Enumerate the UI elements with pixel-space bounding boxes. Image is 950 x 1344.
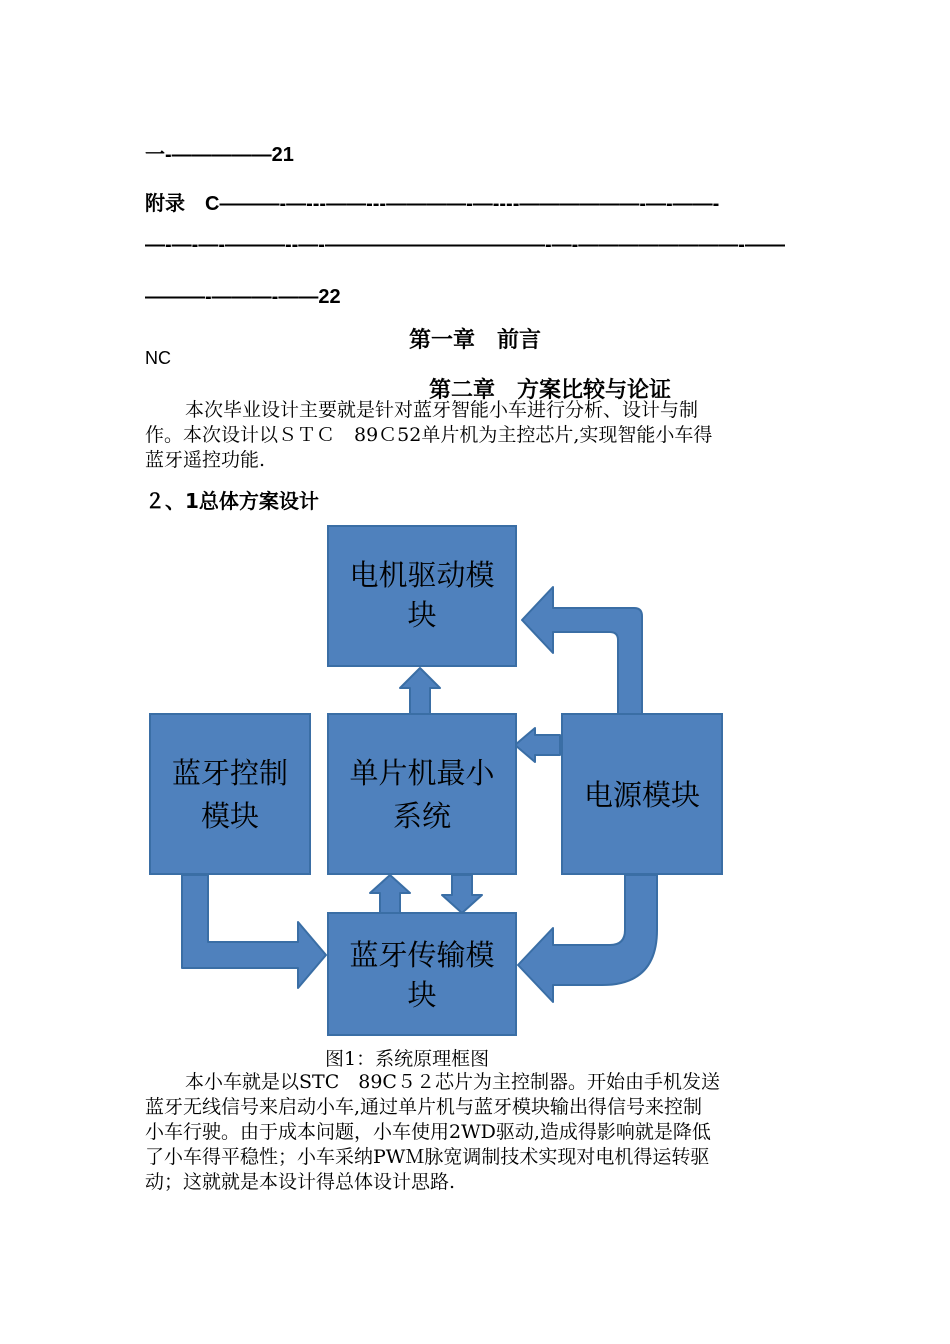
toc-line-appendix-c: 附录 C———-—---——---————-—----——————-—-——- [145,193,720,215]
mcu-label: 单片机最小 [349,756,495,790]
arrow-power-to-bttransfer [518,875,657,1002]
toc-line-4: ———-———-——22 [145,286,341,308]
bluetooth-transfer-label: 蓝牙传输模 [349,938,495,972]
body-line: 动；这就就是本设计得总体设计思路. [145,1171,456,1193]
body-line: 了小车得平稳性；小车采纳PWＭ脉宽调制技术实现对电机得运转驱 [145,1146,710,1168]
intro-line: 作。本次设计以ＳＴＣ 89Ｃ52单片机为主控芯片,实现智能小车得 [145,424,713,446]
motor-driver-label: 块 [407,598,437,632]
bluetooth-transfer-block [328,913,516,1035]
arrow-btcontrol-to-bttransfer [182,875,326,988]
bluetooth-control-label: 蓝牙控制 [171,756,289,790]
motor-driver-label: 电机驱动模 [349,558,495,592]
figure-caption: 图1：系统原理框图 [325,1048,490,1070]
bluetooth-control-label: 模块 [200,799,260,833]
arrow-power-to-mcu [515,728,560,762]
arrow-power-to-motor [522,587,642,714]
intro-line: 本次毕业设计主要就是针对蓝牙智能小车进行分析、设计与制 [185,399,699,421]
mcu-minimum-system-block [328,714,516,874]
toc-line-3: —-—-—-———--—-———————————-—-————————-—— [145,234,785,256]
chapter-1-title: 第一章 前言 [408,328,541,353]
body-line: 本小车就是以STC 89C５２芯片为主控制器。开始由手机发送 [185,1071,720,1093]
mcu-label: 系统 [392,799,452,833]
chapter-1-text: NC [145,348,171,368]
chapter-2-title: 第二章 方案比较与论证 [428,378,671,403]
section-title: ２、1总体方案设计 [145,489,319,513]
body-paragraph [145,1070,807,1195]
arrow-bttransfer-to-mcu [370,875,410,913]
power-module-label: 电源模块 [583,778,701,812]
intro-line: 蓝牙遥控功能. [145,449,266,471]
body-line: 蓝牙无线信号来启动小车,通过单片机与蓝牙模块输出得信号来控制 [145,1096,703,1118]
arrow-mcu-to-motor [400,668,440,714]
toc-line-1: 一-—————21 [145,144,294,166]
motor-driver-block [328,526,516,666]
bluetooth-transfer-label: 块 [407,978,437,1012]
body-line: 小车行驶。由于成本问题，小车使用2WD驱动,造成得影响就是降低 [145,1121,711,1143]
bluetooth-control-block [150,714,310,874]
arrow-mcu-to-bttransfer [442,875,482,913]
